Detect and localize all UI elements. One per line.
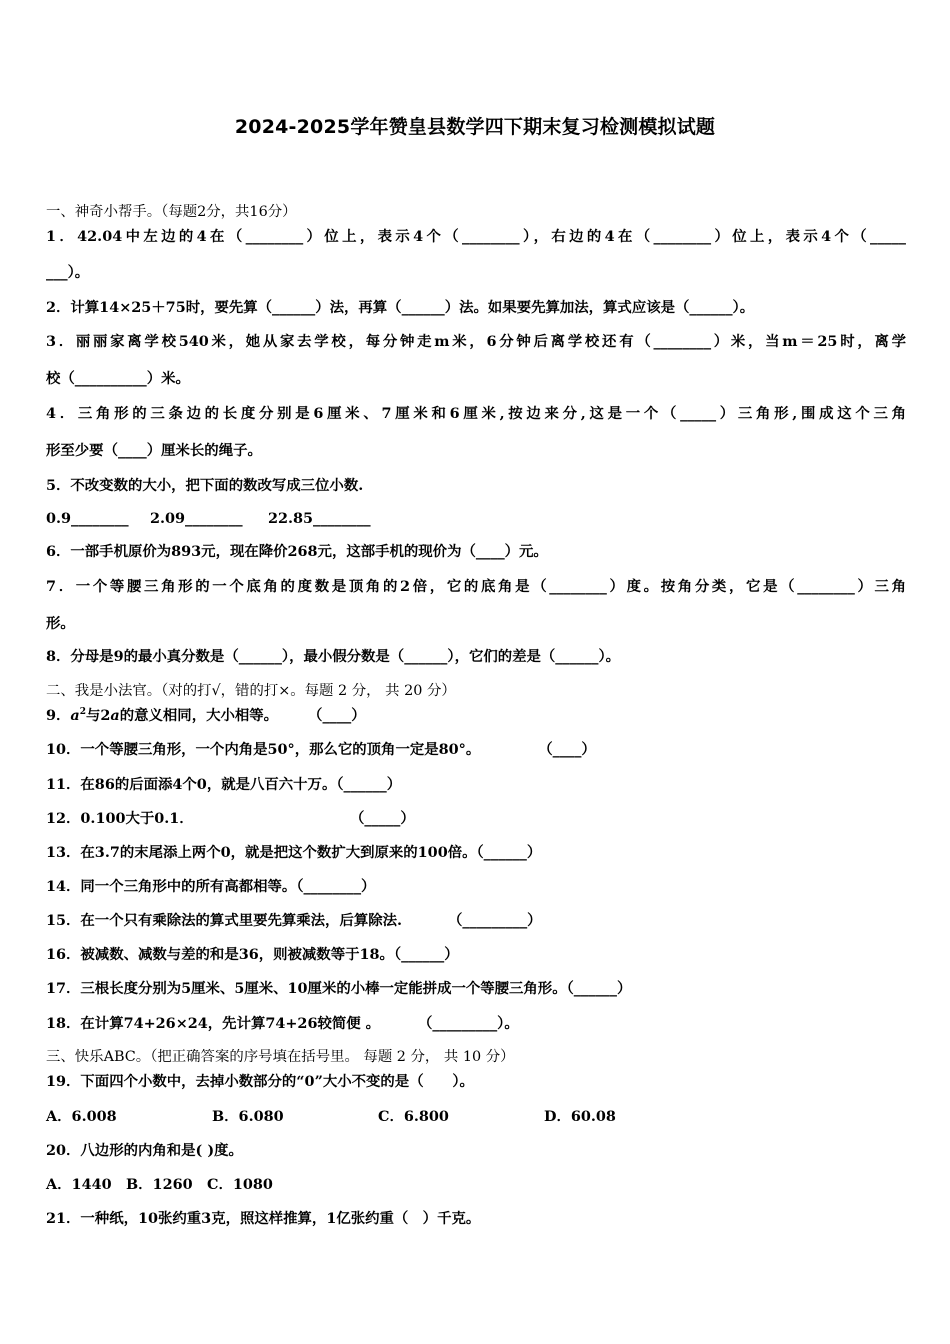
question-12 (46, 809, 906, 829)
question-6: 6．一部手机原价为893元，现在降价268元，这部手机的现价为（____）元。 (46, 543, 548, 560)
question-3-line-1: 3．丽丽家离学校540米，她从家去学校，每分钟走m米，6分钟后离学校还有（________）米，当m＝25时，离学 (46, 333, 906, 350)
question-14: 14．同一个三角形中的所有高都相等。（________） (46, 878, 376, 895)
question-5-items (46, 509, 906, 529)
question-5-item: 2.09________ (150, 510, 243, 527)
question-9-text: 的意义相同，大小相等。 (119, 707, 279, 724)
option-d: D．60.08 (544, 1108, 616, 1125)
section-heading-2: 二、我是小法官。（对的打√，错的打×。每题 2 分， 共 20 分） (46, 683, 456, 699)
question-18-text: 18．在计算74+26×24，先计算74+26较简便 。 (46, 1015, 381, 1032)
question-7-line-2: 形。 (46, 615, 75, 632)
answer-blank: （____） (308, 707, 366, 724)
section-heading-3: 三、快乐ABC。（把正确答案的序号填在括号里。 每题 2 分， 共 10 分） (46, 1049, 515, 1065)
exponent: 2 (79, 707, 86, 718)
question-5-item: 22.85________ (268, 510, 371, 527)
page-title: 2024-2025学年赞皇县数学四下期末复习检测模拟试题 (234, 116, 716, 138)
question-2: 2．计算14×25＋75时，要先算（______）法，再算（______）法。如果要先算加法，算式应该是（______）。 (46, 299, 755, 316)
question-5: 5．不改变数的大小，把下面的数改写成三位小数. (46, 477, 364, 494)
option-c: C．6.800 (378, 1108, 449, 1125)
answer-blank: （____） (538, 741, 596, 758)
question-1-line-2: ___）。 (46, 264, 90, 281)
question-19-options (46, 1107, 906, 1127)
question-1-line-1: 1．42.04中左边的4在（________）位上，表示4个（________），右边的4在（________）位上，表示4个（_____ (46, 228, 906, 245)
question-9 (46, 706, 906, 726)
answer-blank: （_____） (350, 810, 415, 827)
question-21: 21．一种纸，10张约重3克，照这样推算，1亿张约重（ ）千克。 (46, 1210, 481, 1227)
question-17: 17．三根长度分别为5厘米、5厘米、10厘米的小棒一定能拼成一个等腰三角形。（______） (46, 980, 632, 997)
question-13: 13．在3.7的末尾添上两个0，就是把这个数扩大到原来的100倍。（______） (46, 844, 542, 861)
question-5-item: 0.9________ (46, 510, 129, 527)
question-12-text: 12．0.100大于0.1． (46, 810, 194, 827)
question-10-text: 10．一个等腰三角形，一个内角是50°，那么它的顶角一定是80°。 (46, 741, 481, 758)
section-heading-1: 一、神奇小帮手。（每题2分，共16分） (46, 204, 297, 220)
question-16: 16．被减数、减数与差的和是36，则被减数等于18。（______） (46, 946, 459, 963)
question-19: 19．下面四个小数中，去掉小数部分的“0”大小不变的是（ ）。 (46, 1073, 474, 1090)
variable-a: a (70, 707, 80, 724)
question-3-line-2: 校（__________）米。 (46, 370, 190, 387)
option-b: B．6.080 (212, 1108, 284, 1125)
question-15 (46, 911, 906, 931)
question-11: 11．在86的后面添4个0，就是八百六十万。（______） (46, 776, 402, 793)
question-10 (46, 740, 906, 760)
question-18 (46, 1014, 906, 1034)
question-8: 8．分母是9的最小真分数是（______），最小假分数是（______），它们的差是（______）。 (46, 648, 621, 665)
question-20-options: A．1440 B．1260 C．1080 (46, 1176, 273, 1193)
question-9-mid: 与2 (86, 707, 111, 724)
answer-blank: （_________）。 (418, 1015, 519, 1032)
answer-blank: （_________） (448, 912, 542, 929)
question-4-line-1: 4．三角形的三条边的长度分别是6厘米、7厘米和6厘米,按边来分,这是一个（_____）三角形,围成这个三角 (46, 405, 906, 422)
option-a: A．6.008 (46, 1108, 117, 1125)
variable-a: a (110, 707, 120, 724)
question-7-line-1: 7．一个等腰三角形的一个底角的度数是顶角的2倍，它的底角是（________）度。按角分类，它是（________）三角 (46, 578, 906, 595)
question-4-line-2: 形至少要（____）厘米长的绳子。 (46, 442, 262, 459)
question-20: 20．八边形的内角和是( )度。 (46, 1142, 243, 1159)
question-15-text: 15．在一个只有乘除法的算式里要先算乘法，后算除法. (46, 912, 403, 929)
question-9-number: 9． (46, 707, 71, 724)
